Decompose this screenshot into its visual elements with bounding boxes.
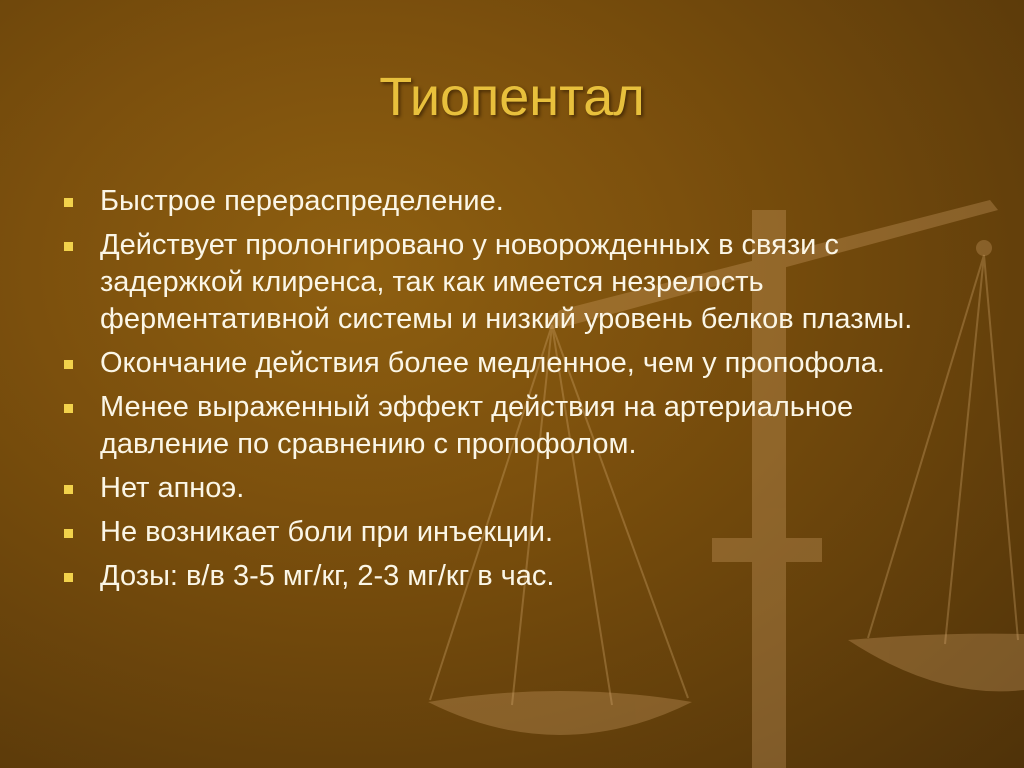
square-bullet-icon [64,242,73,251]
list-item [62,389,962,463]
list-item [62,514,962,551]
list-item [62,558,962,595]
slide-title: Тиопентал [379,67,645,127]
bullet-text: Дозы: в/в 3-5 мг/кг, 2-3 мг/кг в час. [100,560,555,592]
list-item [62,345,962,382]
list-item [62,183,962,220]
bullet-text: Нет апноэ. [100,472,245,504]
square-bullet-icon [64,529,73,538]
square-bullet-icon [64,198,73,207]
square-bullet-icon [64,573,73,582]
bullet-text: Не возникает боли при инъекции. [100,516,554,548]
list-item [62,227,962,338]
bullet-text: Быстрое перераспределение. [100,185,504,217]
square-bullet-icon [64,485,73,494]
bullet-text: Окончание действия более медленное, чем у пропофола. [100,347,885,379]
bullet-text: Действует пролонгировано у новорожденных в связи с задержкой клиренса, так как имеется незрелость ферментативной системы и низкий уровень белков плазмы. [100,229,913,335]
bullet-list [62,183,962,602]
square-bullet-icon [64,404,73,413]
bullet-text: Менее выраженный эффект действия на артериальное давление по сравнению с пропофолом. [100,391,854,460]
square-bullet-icon [64,360,73,369]
list-item [62,470,962,507]
